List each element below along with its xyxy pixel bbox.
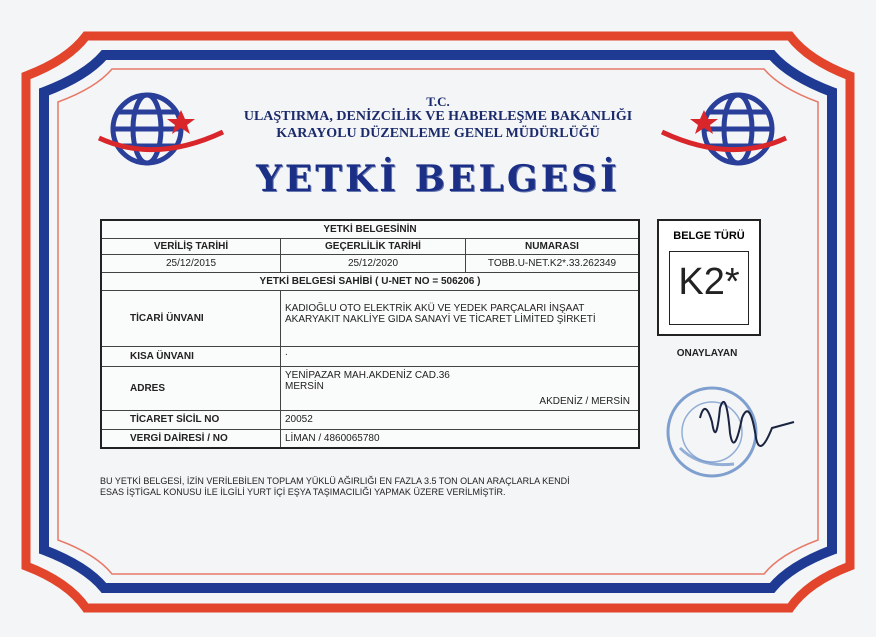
tax-label: VERGİ DAİRESİ / NO [101, 429, 281, 448]
validity-date: 25/12/2020 [281, 254, 466, 272]
document-title: YETKİ BELGESİ [256, 158, 620, 200]
signature [700, 402, 794, 446]
header-ministry: ULAŞTIRMA, DENİZCİLİK VE HABERLEŞME BAKANLIĞI [243, 109, 633, 124]
trade-name-line1: KADIOĞLU OTO ELEKTRİK AKÜ VE YEDEK PARÇALARI İNŞAAT [285, 302, 585, 314]
address-line2: MERSİN [285, 380, 324, 392]
note-line1: BU YETKİ BELGESİ, İZİN VERİLEBİLEN TOPLAM YÜKLÜ AĞIRLIĞI EN FAZLA 3.5 TON OLAN ARAÇLARLA KENDİ [100, 476, 570, 486]
short-name-label: KISA ÜNVANI [101, 346, 281, 366]
tax-value: LİMAN / 4860065780 [281, 429, 640, 448]
issue-date: 25/12/2015 [101, 254, 281, 272]
certificate-note [100, 476, 660, 498]
registry-value: 20052 [281, 410, 640, 429]
trade-name-line2: AKARYAKIT NAKLİYE GIDA SANAYİ VE TİCARET LİMİTED ŞİRKETİ [285, 313, 596, 325]
official-stamp [660, 378, 810, 493]
short-name-value: . [281, 346, 640, 366]
col-header-issue-date: VERİLİŞ TARİHİ [101, 238, 281, 254]
certificate-type-value: K2* [678, 261, 740, 303]
col-header-number: NUMARASI [466, 238, 640, 254]
owner-heading: YETKİ BELGESİ SAHİBİ ( U-NET NO = 506206 ) [101, 272, 639, 290]
certificate-table [100, 219, 640, 449]
col-header-validity-date: GEÇERLİLİK TARİHİ [281, 238, 466, 254]
note-line2: ESAS İŞTİGAL KONUSU İLE İLGİLİ YURT İÇİ EŞYA TAŞIMACILIĞI YAPMAK ÜZERE VERİLMİŞTİR. [100, 487, 506, 497]
trade-name-label: TİCARİ ÜNVANI [101, 290, 281, 346]
registry-label: TİCARET SİCİL NO [101, 410, 281, 429]
address-district: AKDENİZ / MERSİN [539, 395, 630, 407]
certificate-type-label: BELGE TÜRÜ [673, 230, 745, 242]
approver-label: ONAYLAYAN [676, 348, 738, 359]
certificate-number: TOBB.U-NET.K2*.33.262349 [466, 254, 640, 272]
certificate-type-box [657, 219, 761, 336]
address-line1: YENİPAZAR MAH.AKDENİZ CAD.36 [285, 369, 450, 381]
address-label: ADRES [101, 366, 281, 410]
table-heading: YETKİ BELGESİNİN [101, 220, 639, 238]
header-directorate: KARAYOLU DÜZENLEME GENEL MÜDÜRLÜĞÜ [276, 126, 600, 141]
header-tc: T.C. [426, 94, 450, 109]
